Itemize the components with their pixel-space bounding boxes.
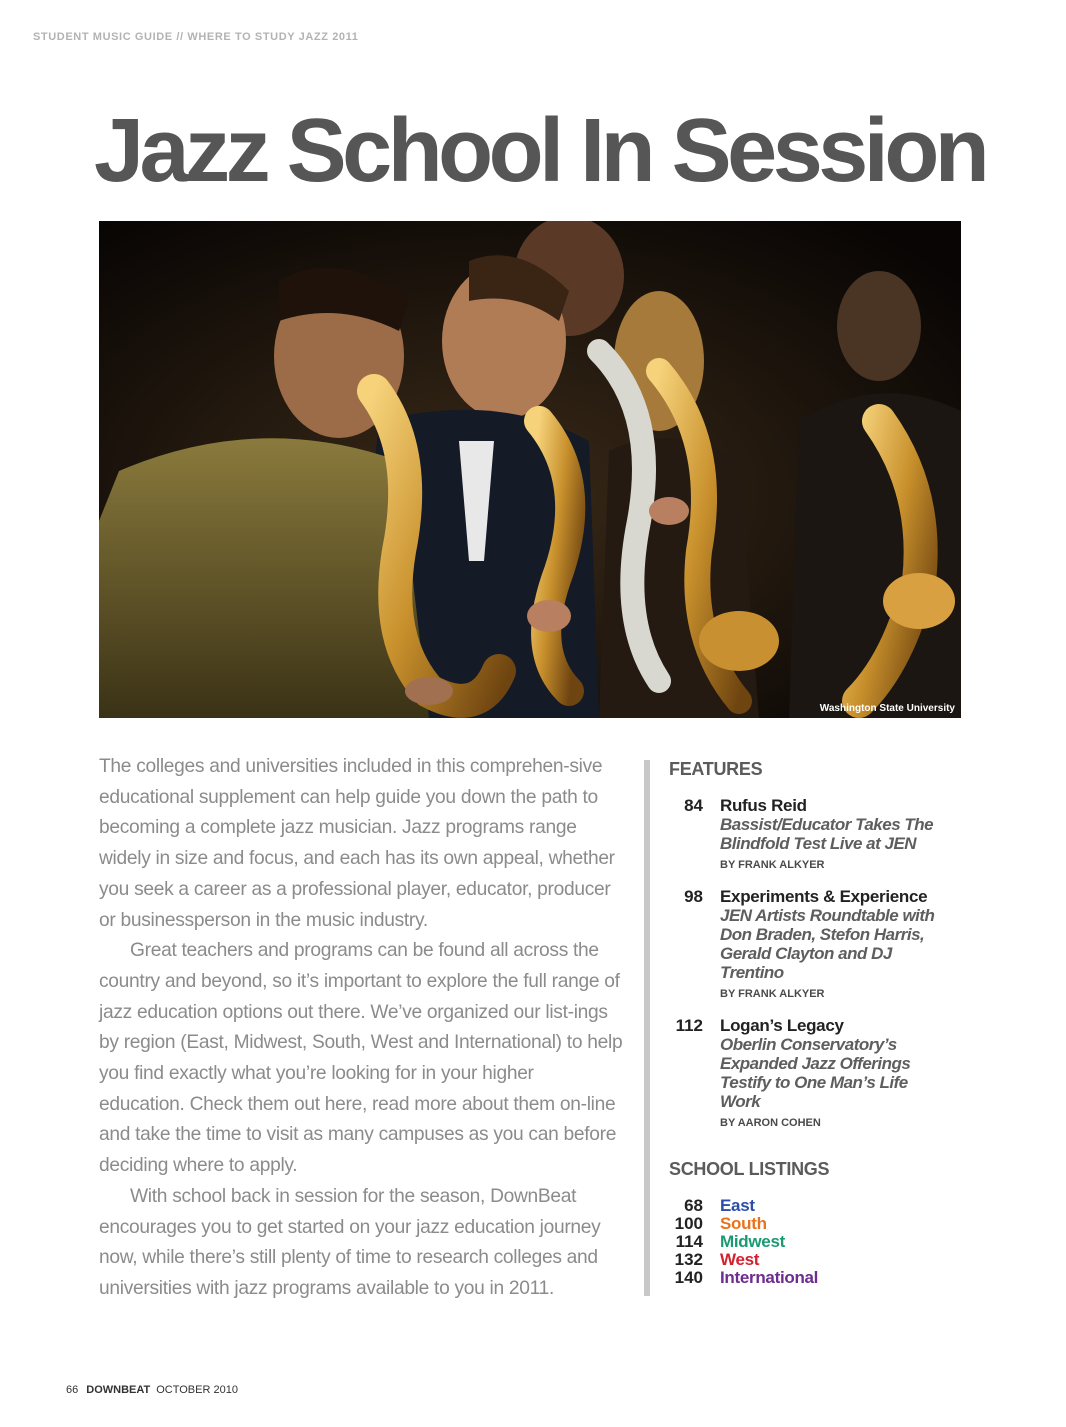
listings-heading: SCHOOL LISTINGS — [669, 1159, 830, 1179]
section-kicker: STUDENT MUSIC GUIDE // WHERE TO STUDY JAZZ 2011 — [33, 31, 359, 43]
contents-sidebar — [669, 759, 969, 1287]
listing-page-number: 132 — [674, 1250, 703, 1269]
feature-page-number: 84 — [684, 796, 703, 815]
photo-credit: Washington State University — [819, 703, 955, 714]
listing-east[interactable] — [669, 1197, 969, 1215]
listing-page-number: 114 — [675, 1232, 703, 1251]
feature-page-number: 98 — [684, 887, 703, 906]
feature-entry[interactable] — [669, 1016, 969, 1129]
listing-midwest[interactable] — [669, 1233, 969, 1251]
feature-entry[interactable] — [669, 796, 969, 871]
listing-page-number: 68 — [684, 1196, 703, 1215]
listing-region: South — [720, 1214, 767, 1233]
listing-page-number: 140 — [674, 1268, 703, 1287]
column-divider — [644, 760, 650, 1296]
listing-west[interactable] — [669, 1251, 969, 1269]
listing-page-number: 100 — [674, 1214, 703, 1233]
listing-international[interactable] — [669, 1269, 969, 1287]
features-heading: FEATURES — [669, 759, 763, 779]
article-paragraph: Great teachers and programs can be found all across the country and beyond, so it’s important to explore the full range of jazz education options out there. We’ve organized our list-ings by region (East, Midwest, South, West and International) to help you find exactly what you’re looking for in your higher education. Check them out here, read more about them on-line and take the time to visit as many campuses as you can before deciding where to apply. — [99, 940, 623, 1177]
feature-subtitle: JEN Artists Roundtable with Don Braden, Stefon Harris, Gerald Clayton and DJ Trentino — [720, 906, 935, 982]
listing-south[interactable] — [669, 1215, 969, 1233]
feature-byline: BY FRANK ALKYER — [720, 859, 825, 871]
page-footer — [66, 1384, 238, 1396]
intro-article — [99, 752, 624, 1305]
school-listings — [669, 1197, 969, 1287]
listing-region: West — [720, 1250, 760, 1269]
page-title: Jazz School In Session — [94, 101, 986, 201]
feature-byline: BY AARON COHEN — [720, 1117, 821, 1129]
page-number: 66 — [66, 1384, 79, 1396]
feature-title: Logan’s Legacy — [720, 1016, 844, 1035]
feature-subtitle: Bassist/Educator Takes The Blindfold Test Live at JEN — [720, 815, 934, 853]
feature-title: Experiments & Experience — [720, 887, 928, 906]
article-paragraph: With school back in session for the season, DownBeat encourages you to get started on your jazz education journey now, while there’s still plenty of time to research colleges and universities with jazz programs available to you in 2011. — [99, 1185, 601, 1299]
magazine-name: DOWNBEAT — [86, 1384, 151, 1396]
hero-photo — [99, 221, 961, 718]
listing-region: Midwest — [720, 1232, 785, 1251]
listing-region: International — [720, 1268, 819, 1287]
listing-region: East — [720, 1196, 755, 1215]
saxophone-section-illustration — [99, 221, 961, 718]
feature-page-number: 112 — [675, 1016, 703, 1035]
feature-subtitle: Oberlin Conservatory’s Expanded Jazz Offerings Testify to One Man’s Life Work — [720, 1035, 911, 1111]
issue-date: OCTOBER 2010 — [156, 1384, 238, 1396]
article-paragraph: The colleges and universities included in this comprehen-sive educational supplement can help guide you down the path to becoming a complete jazz musician. Jazz programs range widely in size and focus, and each has its own appeal, whether you seek a career as a professional player, educator, producer or businessperson in the music industry. — [99, 756, 615, 931]
feature-entry[interactable] — [669, 887, 969, 1000]
feature-title: Rufus Reid — [720, 796, 807, 815]
feature-byline: BY FRANK ALKYER — [720, 988, 825, 1000]
